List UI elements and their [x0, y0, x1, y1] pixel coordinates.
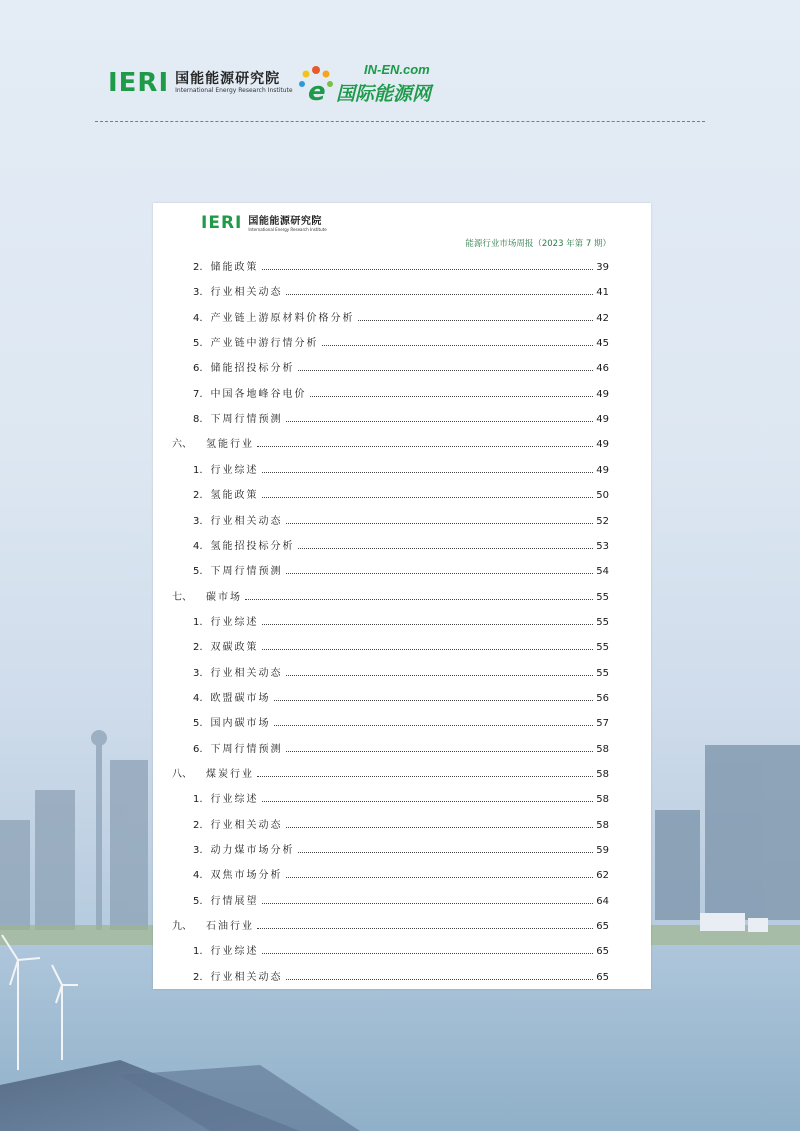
toc-entry-page: 46 — [596, 363, 609, 375]
toc-entry[interactable] — [172, 434, 609, 450]
toc-leader-dots — [286, 877, 593, 878]
toc-entry-page: 53 — [596, 540, 609, 552]
toc-leader-dots — [298, 548, 593, 549]
toc-entry-label — [172, 435, 254, 450]
sheet-ieri-english: International Energy Research Institute — [248, 226, 327, 232]
toc-entry-page: 49 — [596, 388, 609, 400]
toc-entry-label — [193, 613, 259, 628]
toc-entry-title: 行业相关动态 — [210, 287, 283, 299]
toc-entry-page: 58 — [596, 819, 609, 831]
toc-leader-dots — [358, 320, 593, 321]
sheet-ieri-chinese: 国能能源研究院 — [248, 215, 322, 227]
toc-entry[interactable] — [193, 815, 609, 831]
toc-leader-dots — [286, 979, 593, 980]
toc-entry-page: 65 — [596, 946, 609, 958]
inen-logo-chinese: 国际能源网 — [336, 83, 432, 105]
toc-entry-title: 煤炭行业 — [206, 769, 254, 780]
toc-entry-label — [193, 309, 355, 324]
toc-entry[interactable] — [193, 536, 609, 552]
toc-entry-label — [193, 334, 319, 349]
ieri-logo-chinese: 国能能源研究院 — [175, 71, 281, 87]
toc-entry[interactable] — [193, 637, 609, 653]
toc-entry[interactable] — [193, 485, 609, 501]
toc-entry-number: 七、 — [172, 591, 192, 603]
toc-entry-number: 4. — [193, 540, 203, 552]
toc-leader-dots — [286, 675, 593, 676]
report-subtitle: 能源行业市场周报（2023 年第 7 期） — [465, 239, 611, 249]
toc-entry-page: 49 — [596, 439, 609, 451]
toc-entry[interactable] — [193, 257, 609, 273]
toc-entry[interactable] — [172, 916, 609, 932]
toc-leader-dots — [245, 599, 593, 600]
toc-leader-dots — [286, 573, 593, 574]
toc-entry-label — [193, 537, 295, 552]
toc-entry-page: 54 — [596, 566, 609, 578]
toc-entry-number: 九、 — [172, 921, 192, 933]
toc-entry-title: 行业综述 — [210, 616, 259, 628]
toc-entry-title: 国内碳市场 — [210, 718, 271, 730]
toc-entry-title: 行业综述 — [210, 464, 259, 476]
toc-entry[interactable] — [193, 967, 609, 983]
toc-entry-page: 56 — [596, 692, 609, 704]
toc-entry-page: 55 — [596, 667, 609, 679]
toc-entry-number: 2. — [193, 819, 203, 831]
toc-leader-dots — [298, 370, 593, 371]
toc-entry-label — [172, 917, 254, 932]
toc-entry-label — [193, 258, 259, 273]
toc-entry-title: 双碳政策 — [210, 642, 259, 654]
toc-entry-title: 储能政策 — [210, 262, 259, 273]
toc-entry[interactable] — [193, 460, 609, 476]
toc-entry[interactable] — [193, 840, 609, 856]
toc-leader-dots — [257, 446, 593, 447]
toc-entry-title: 行业相关动态 — [210, 819, 283, 831]
svg-text:e: e — [308, 77, 326, 102]
toc-leader-dots — [262, 903, 593, 904]
toc-leader-dots — [257, 928, 593, 929]
toc-entry-page: 45 — [596, 338, 609, 350]
toc-entry-page: 41 — [596, 287, 609, 299]
toc-leader-dots — [322, 345, 593, 346]
toc-entry[interactable] — [193, 561, 609, 577]
toc-entry-label — [193, 638, 259, 653]
toc-entry-number: 2. — [193, 642, 203, 654]
toc-leader-dots — [262, 624, 593, 625]
toc-entry-number: 1. — [193, 794, 203, 806]
toc-entry[interactable] — [193, 409, 609, 425]
toc-entry-label — [193, 283, 283, 298]
toc-entry-number: 8. — [193, 414, 203, 426]
toc-entry[interactable] — [193, 891, 609, 907]
toc-entry[interactable] — [193, 612, 609, 628]
toc-entry-number: 6. — [193, 363, 203, 375]
toc-entry-page: 49 — [596, 414, 609, 426]
toc-entry-label — [193, 410, 283, 425]
toc-entry-page: 42 — [596, 312, 609, 324]
toc-leader-dots — [262, 269, 593, 270]
toc-entry-page: 52 — [596, 515, 609, 527]
toc-entry[interactable] — [193, 688, 609, 704]
toc-entry-number: 3. — [193, 845, 203, 857]
toc-entry-page: 39 — [596, 262, 609, 273]
toc-entry-number: 5. — [193, 895, 203, 907]
toc-entry[interactable] — [193, 739, 609, 755]
toc-entry-page: 50 — [596, 490, 609, 502]
toc-entry-number: 1. — [193, 616, 203, 628]
toc-entry-number: 3. — [193, 287, 203, 299]
toc-entry-label — [193, 942, 259, 957]
toc-entry-page: 65 — [596, 921, 609, 933]
toc-entry[interactable] — [193, 789, 609, 805]
toc-entry-page: 64 — [596, 895, 609, 907]
toc-entry-title: 下周行情预测 — [210, 414, 283, 426]
toc-entry[interactable] — [193, 333, 609, 349]
toc-entry-number: 5. — [193, 566, 203, 578]
toc-entry[interactable] — [193, 511, 609, 527]
toc-entry[interactable] — [193, 663, 609, 679]
toc-leader-dots — [262, 472, 593, 473]
toc-entry-number: 4. — [193, 692, 203, 704]
toc-entry-title: 产业链上游原材料价格分析 — [210, 312, 355, 324]
toc-entry-number: 3. — [193, 667, 203, 679]
inen-sun-icon — [296, 62, 336, 102]
inen-logo — [296, 58, 446, 108]
toc-entry-label — [193, 816, 283, 831]
toc-entry[interactable] — [193, 713, 609, 729]
toc-entry-title: 行业综述 — [210, 794, 259, 806]
toc-leader-dots — [257, 776, 593, 777]
toc-entry-label — [193, 562, 283, 577]
toc-entry-title: 行业相关动态 — [210, 515, 283, 527]
toc-entry-number: 5. — [193, 718, 203, 730]
toc-entry-label — [193, 512, 283, 527]
toc-entry-title: 储能招投标分析 — [210, 363, 295, 375]
toc-leader-dots — [286, 827, 593, 828]
toc-entry-label — [193, 841, 295, 856]
toc-entry-label — [193, 689, 271, 704]
toc-entry-label — [193, 359, 295, 374]
toc-entry-label — [193, 461, 259, 476]
toc-entry-title: 行情展望 — [210, 895, 259, 907]
toc-leader-dots — [286, 294, 593, 295]
toc-leader-dots — [310, 396, 593, 397]
toc-leader-dots — [286, 751, 593, 752]
toc-entry-page: 65 — [596, 971, 609, 983]
toc-entry[interactable] — [172, 587, 609, 603]
toc-entry-label — [172, 588, 242, 603]
toc-entry[interactable] — [193, 865, 609, 881]
header-divider — [95, 121, 705, 122]
toc-entry-title: 氢能政策 — [210, 490, 259, 502]
toc-entry-title: 产业链中游行情分析 — [210, 338, 319, 350]
toc-entry-title: 氢能行业 — [206, 439, 254, 451]
toc-entry-number: 2. — [193, 262, 203, 273]
toc-leader-dots — [298, 852, 593, 853]
toc-entry-number: 1. — [193, 946, 203, 958]
toc-entry-number: 2. — [193, 490, 203, 502]
toc-entry-label — [193, 714, 271, 729]
toc-entry-number: 2. — [193, 971, 203, 983]
toc-entry-number: 1. — [193, 464, 203, 476]
toc-entry-number: 六、 — [172, 439, 192, 451]
toc-entry-page: 49 — [596, 464, 609, 476]
toc-entry[interactable] — [172, 764, 609, 780]
toc-entry-number: 5. — [193, 338, 203, 350]
toc-entry-title: 下周行情预测 — [210, 743, 283, 755]
toc-entry-page: 62 — [596, 870, 609, 882]
toc-entry[interactable] — [193, 358, 609, 374]
sheet-ieri-mark: IERI — [201, 213, 243, 233]
toc-entry-page: 58 — [596, 769, 609, 780]
toc-leader-dots — [262, 801, 593, 802]
toc-entry-number: 八、 — [172, 769, 192, 780]
toc-entry-page: 55 — [596, 591, 609, 603]
toc-entry-title: 行业相关动态 — [210, 667, 283, 679]
toc-leader-dots — [274, 700, 593, 701]
toc-entry-title: 石油行业 — [206, 921, 254, 933]
toc-entry-page: 55 — [596, 642, 609, 654]
toc-leader-dots — [274, 725, 593, 726]
toc-entry-number: 4. — [193, 312, 203, 324]
toc-entry-title: 行业相关动态 — [210, 971, 283, 983]
toc-entry-title: 中国各地峰谷电价 — [210, 388, 307, 400]
toc-entry[interactable] — [193, 282, 609, 298]
toc-entry-label — [193, 866, 283, 881]
toc-leader-dots — [262, 497, 593, 498]
toc-entry-label — [172, 765, 254, 780]
toc-entry[interactable] — [193, 384, 609, 400]
toc-leader-dots — [286, 523, 593, 524]
toc-entry-label — [193, 790, 259, 805]
toc-entry-page: 58 — [596, 794, 609, 806]
toc-page — [153, 203, 651, 989]
toc-entry-number: 6. — [193, 743, 203, 755]
toc-entry-label — [193, 385, 307, 400]
toc-entry-label — [193, 664, 283, 679]
toc-leader-dots — [262, 953, 593, 954]
toc-entry-title: 氢能招投标分析 — [210, 540, 295, 552]
toc-leader-dots — [262, 649, 593, 650]
toc-entry[interactable] — [193, 308, 609, 324]
toc-entry-title: 欧盟碳市场 — [210, 692, 271, 704]
toc-leader-dots — [286, 421, 593, 422]
toc-entry-title: 下周行情预测 — [210, 566, 283, 578]
toc-entry-page: 58 — [596, 743, 609, 755]
toc-entry-number: 3. — [193, 515, 203, 527]
toc-entry-number: 7. — [193, 388, 203, 400]
toc-entry[interactable] — [193, 941, 609, 957]
inen-logo-url: IN-EN.com — [364, 62, 430, 77]
ieri-logo-english: International Energy Research Institute — [175, 87, 293, 94]
toc-entry-page: 55 — [596, 616, 609, 628]
toc-entry-page: 57 — [596, 718, 609, 730]
toc-entry-title: 行业综述 — [210, 946, 259, 958]
sheet-ieri-logo — [201, 215, 327, 232]
toc-entry-label — [193, 740, 283, 755]
toc-entry-label — [193, 892, 259, 907]
toc-entry-title: 双焦市场分析 — [210, 870, 283, 882]
toc-entry-title: 动力煤市场分析 — [210, 845, 295, 857]
toc-entry-number: 4. — [193, 870, 203, 882]
ieri-logo-mark: IERI — [108, 68, 170, 98]
toc-entry-title: 碳市场 — [206, 591, 242, 603]
toc-entry-page: 59 — [596, 845, 609, 857]
toc-entry-label — [193, 486, 259, 501]
ieri-logo — [108, 70, 293, 96]
toc-entry-label — [193, 968, 283, 983]
